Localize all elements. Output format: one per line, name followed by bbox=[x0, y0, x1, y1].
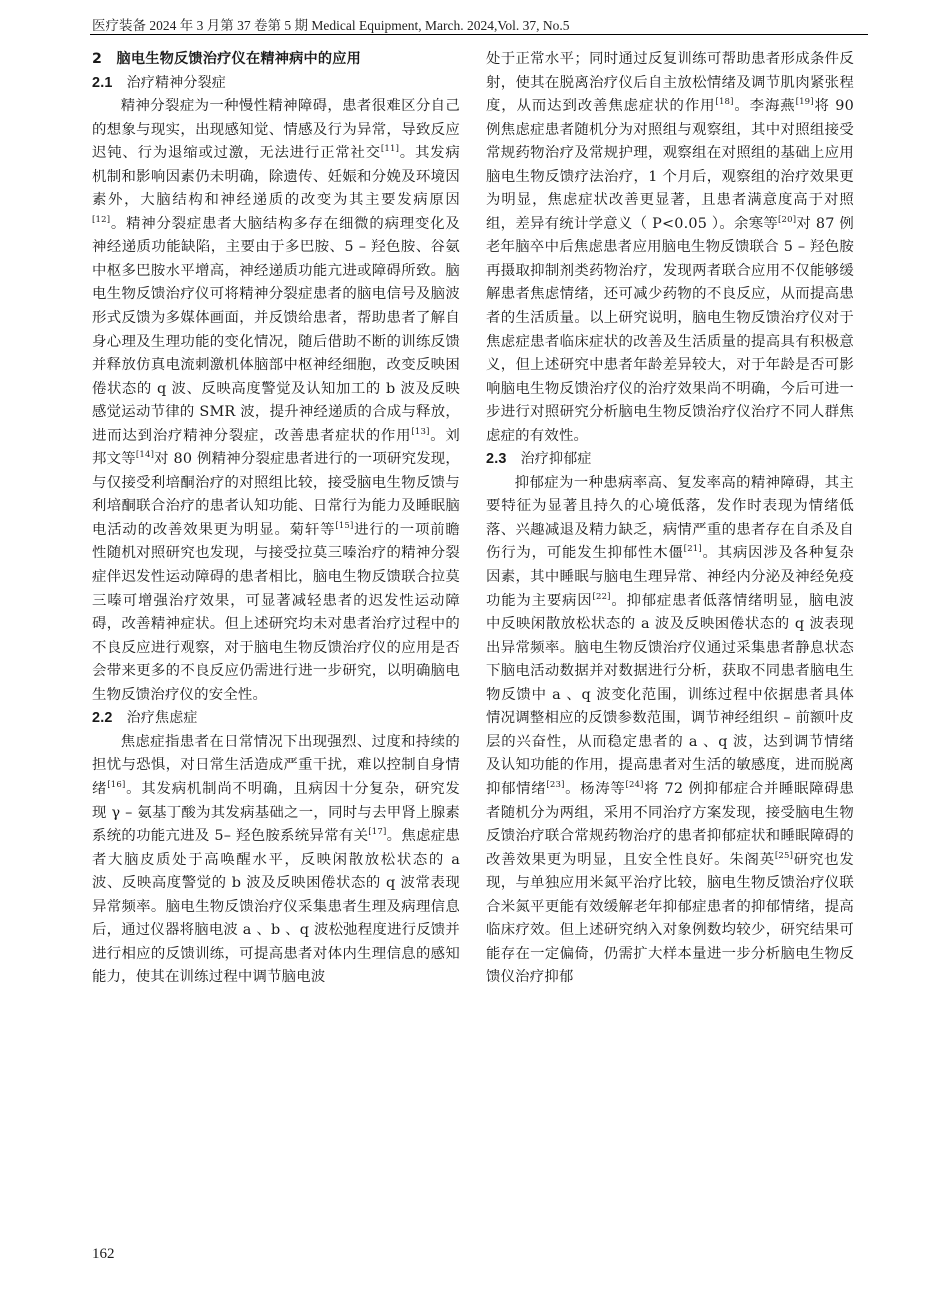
citation-ref: [22] bbox=[592, 591, 611, 602]
subsection-heading-2-3 bbox=[486, 448, 854, 472]
section-title: 2 脑电生物反馈治疗仪在精神病中的应用 bbox=[92, 51, 362, 67]
left-column bbox=[92, 48, 460, 990]
page-number: 162 bbox=[92, 1246, 115, 1262]
paragraph-depression: 抑郁症为一种患病率高、复发率高的精神障碍，其主要特征为显著且持久的心境低落，发作时表现为情绪低落、兴趣减退及精力缺乏，病情严重的患者存在自杀及自伤行为，可能发生抑郁性木僵[21]。其病因涉及各种复杂因素，其中睡眠与脑电生理异常、神经内分泌及神经免疫功能为主要病因[22]。抑郁症患者低落情绪明显，脑电波中反映闲散放松状态的 a 波及反映困倦状态的 q 波表现出异常频率。脑电生物反馈治疗仪通过采集患者静息状态下脑电活动数据并对数据进行分析，获取不同患者脑电生物反馈中 a 、q 波变化范围，训练过程中依据患者具体情况调整相应的反馈参数范围，调节神经组织 – 前额叶皮层的兴奋性，从而稳定患者的 a 、q 波，达到调节情绪及认知功能的作用，提高患者对生活的敏感度，进而脱离抑郁情绪[23]。杨涛等[24]将 72 例抑郁症合并睡眠障碍患者随机分为两组，采用不同治疗方案发现，接受脑电生物反馈治疗联合常规药物治疗的患者抑郁症状和睡眠障碍的改善效果更为明显，且安全性良好。朱阁英[25]研究也发现，与单独应用米氮平治疗比较，脑电生物反馈治疗仪联合米氮平更能有效缓解老年抑郁症患者的抑郁情绪，提高临床疗效。但上述研究纳入对象例数均较少，研究结果可能存在一定偏倚，仍需扩大样本量进一步分析脑电生物反馈仪治疗抑郁 bbox=[486, 474, 855, 986]
paragraph-schizophrenia: 精神分裂症为一种慢性精神障碍，患者很难区分自己的想象与现实，出现感知觉、情感及行为异常，导致反应迟钝、行为退缩或过激，无法进行正常社交[11]。其发病机制和影响因素仍未明确，除遗传、妊娠和分娩及环境因素外，大脑结构和神经递质的改变为其主要发病原因[12]。精神分裂症患者大脑结构多存在细微的病理变化及神经递质功能缺陷，主要由于多巴胺、5 – 羟色胺、谷氨中枢多巴胺水平增高，神经递质功能亢进或障碍所致。脑电生物反馈治疗仪可将精神分裂症患者的脑电信号及脑波形式反馈为多媒体画面，并反馈给患者，帮助患者了解自身心理及生理功能的变化情况，随后借助不断的训练反馈并释放仿真电流刺激机体脑部中枢神经细胞，改变反映困倦状态的 q 波、反映高度警觉及认知加工的 b 波及反映感觉运动节律的 SMR 波，提升神经递质的合成与释放，进而达到治疗精神分裂症，改善患者症状的作用[13]。刘邦文等[14]对 80 例精神分裂症患者进行的一项研究发现，与仅接受利培酮治疗的对照组比较，接受脑电生物反馈与利培酮联合治疗的患者认知功能、日常行为能力及睡眠脑电活动的改善效果更为明显。菊轩等[15]进行的一项前瞻性随机对照研究也发现，与接受拉莫三嗪治疗的精神分裂症伴迟发性运动障碍的患者相比，脑电生物反馈联合拉莫三嗪可增强治疗效果，可显著减轻患者的迟发性运动障碍，改善精神症状。但上述研究均未对患者治疗过程中的不良反应进行观察，对于脑电生物反馈治疗仪的应用是否会带来更多的不良反应仍需进行进一步研究，以明确脑电生物反馈治疗仪的安全性。 bbox=[92, 98, 461, 703]
paragraph-anxiety: 焦虑症指患者在日常情况下出现强烈、过度和持续的担忧与恐惧，对日常生活造成严重干扰，难以控制自身情绪[16]。其发病机制尚不明确，且病因十分复杂，研究发现 γ – 氨基丁酸为其发病基础之一，同时与去甲肾上腺素系统的功能亢进及 5– 羟色胺系统异常有关[17]。焦虑症患者大脑皮质处于高唤醒水平，反映闲散放松状态的 a 波、反映高度警觉的 b 波及反映困倦状态的 q 波常表现异常频率。脑电生物反馈治疗仪采集患者生理及病理信息后，通过仪器将脑电波 a 、b 、q 波松弛程度进行反馈并进行相应的反馈训练，可提高患者对体内生理信息的感知能力，使其在训练过程中调节脑电波 bbox=[92, 733, 461, 986]
citation-ref: [11] bbox=[380, 144, 400, 155]
citation-ref: [24] bbox=[625, 779, 644, 790]
subsection-number: 2.2 bbox=[92, 710, 113, 727]
citation-ref: [25] bbox=[774, 850, 794, 861]
citation-ref: [21] bbox=[683, 544, 702, 555]
subsection-number: 2.3 bbox=[486, 451, 507, 468]
citation-ref: [16] bbox=[107, 779, 126, 790]
citation-ref: [19] bbox=[795, 97, 814, 108]
citation-ref: [20] bbox=[778, 214, 797, 225]
citation-ref: [17] bbox=[368, 827, 387, 838]
subsection-heading-2-1 bbox=[92, 72, 460, 96]
citation-ref: [13] bbox=[411, 426, 430, 437]
citation-ref: [15] bbox=[335, 520, 354, 531]
subsection-title: 治疗抑郁症 bbox=[520, 451, 592, 468]
citation-ref: [14] bbox=[135, 450, 155, 461]
citation-ref: [23] bbox=[546, 779, 565, 790]
paragraph-anxiety-continued: 处于正常水平；同时通过反复训练可帮助患者形成条件反射，使其在脱离治疗仪后自主放松情绪及调节肌肉紧张程度，从而达到改善焦虑症状的作用[18]。李海燕[19]将 90 例焦虑症患者随机分为对照组与观察组，其中对照组接受常规药物治疗及常规护理，观察组在对照组的基础上应用脑电生物反馈疗法治疗，1 个月后，观察组的治疗效果更为明显，焦虑症状改善更显著，且患者满意度高于对照组，差异有统计学意义（ P<0.05 ）。余寒等[20]对 87 例老年脑卒中后焦虑患者应用脑电生物反馈联合 5 – 羟色胺再摄取抑制剂类药物治疗，发现两者联合应用不仅能够缓解患者焦虑情绪，还可减少药物的不良反应，从而提高患者的生活质量。以上研究说明，脑电生物反馈治疗仪对于焦虑症患者临床症状的改善及生活质量的提高具有积极意义，但上述研究中患者年龄差异较大，对于年龄是否可影响脑电生物反馈治疗仪的治疗效果尚不明确，今后可进一步进行对照研究分析脑电生物反馈治疗仪治疗不同人群焦虑症的有效性。 bbox=[486, 51, 854, 444]
subsection-number: 2.1 bbox=[92, 74, 113, 91]
subsection-title: 治疗焦虑症 bbox=[126, 710, 198, 727]
right-column bbox=[486, 48, 854, 990]
running-head: 医疗装备 2024 年 3 月第 37 卷第 5 期 Medical Equipment, March. 2024,Vol. 37, No.5 bbox=[92, 18, 570, 33]
citation-ref: [18] bbox=[715, 97, 734, 108]
subsection-heading-2-2 bbox=[92, 707, 460, 731]
subsection-title: 治疗精神分裂症 bbox=[126, 74, 227, 91]
citation-ref: [12] bbox=[92, 214, 111, 225]
header-rule bbox=[90, 34, 868, 35]
